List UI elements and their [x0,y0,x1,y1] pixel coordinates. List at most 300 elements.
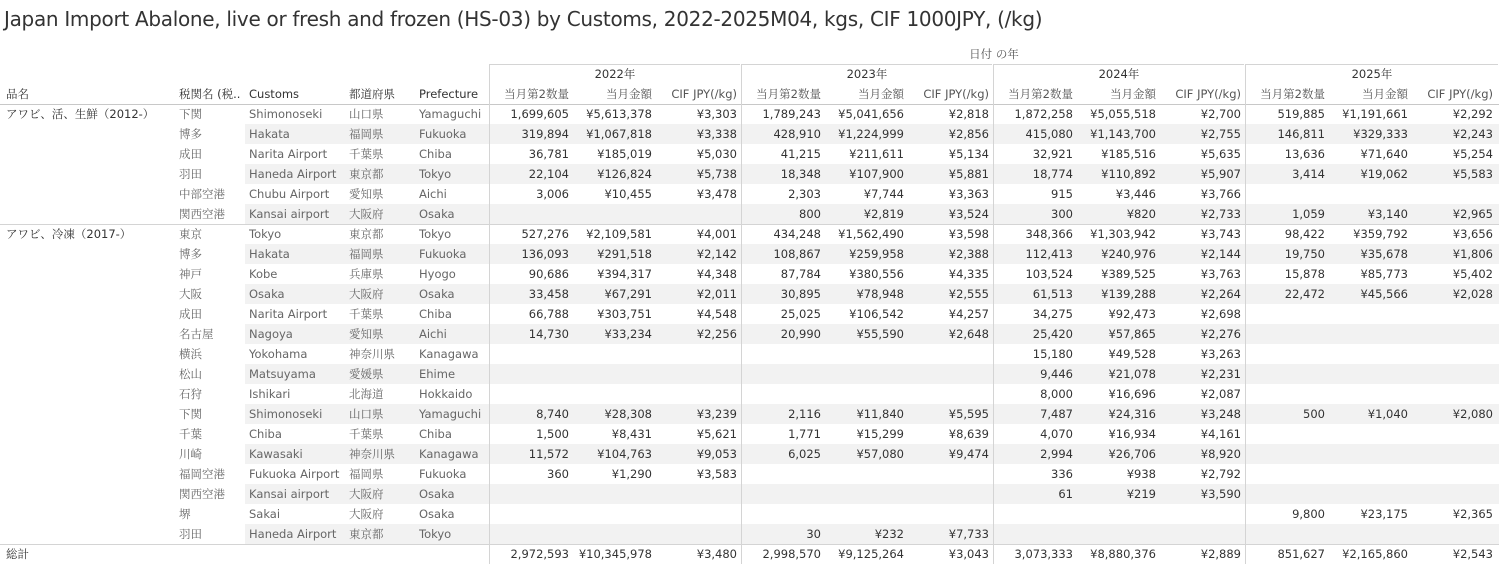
customs-jp: 横浜 [179,347,202,361]
table-cell: 66,788 [528,307,569,321]
customs-jp: 関西空港 [179,487,225,501]
table-cell: ¥2,648 [948,327,989,341]
table-cell [1324,384,1408,404]
table-cell: ¥5,583 [1452,167,1493,181]
table-cell: ¥5,595 [948,407,989,421]
table-cell [568,384,652,404]
table-cell [1241,464,1325,484]
table-cell: ¥5,635 [1200,147,1241,161]
table-cell: 108,867 [773,247,821,261]
table-cell [653,344,737,364]
total-cell: ¥8,880,376 [1090,547,1156,561]
table-cell [1157,504,1241,524]
table-cell [653,504,737,524]
prefecture-jp: 神奈川県 [349,347,395,361]
prefecture-jp: 東京都 [349,527,384,541]
total-label: 総計 [6,547,29,561]
table-cell [820,384,904,404]
prefecture-en: Hyogo [419,267,456,281]
table-cell: ¥1,290 [611,467,652,481]
table-cell: ¥5,907 [1200,167,1241,181]
table-cell: ¥3,763 [1200,267,1241,281]
table-cell [1241,444,1325,464]
table-cell: ¥394,317 [597,267,652,281]
prefecture-en: Chiba [419,427,452,441]
table-cell: ¥4,335 [948,267,989,281]
table-cell [737,504,821,524]
table-cell: 87,784 [780,267,821,281]
table-cell: ¥4,001 [696,227,737,241]
table-cell [989,524,1073,544]
table-cell: ¥35,678 [1360,247,1408,261]
table-cell [1157,524,1241,544]
customs-jp: 羽田 [179,527,202,541]
table-cell: ¥1,562,490 [838,227,904,241]
table-cell [1324,524,1408,544]
table-cell: 146,811 [1277,127,1325,141]
table-cell: ¥2,144 [1200,247,1241,261]
table-cell: ¥139,288 [1101,287,1156,301]
table-cell: ¥4,348 [696,267,737,281]
table-cell: ¥5,254 [1452,147,1493,161]
table-cell: ¥24,316 [1108,407,1156,421]
customs-en: Shimonoseki [249,407,323,421]
table-cell: 61 [1058,487,1073,501]
table-cell: 8,000 [1040,387,1073,401]
table-cell [820,464,904,484]
table-cell: 4,070 [1040,427,1073,441]
table-cell: ¥2,965 [1452,207,1493,221]
table-cell: 434,248 [773,227,821,241]
table-cell: ¥2,365 [1452,507,1493,521]
table-cell: ¥45,566 [1360,287,1408,301]
customs-jp: 堺 [179,507,191,521]
table-cell: ¥2,700 [1200,107,1241,121]
table-cell: 9,800 [1292,507,1325,521]
customs-jp: 東京 [179,227,202,241]
table-cell [820,484,904,504]
table-cell [1409,484,1493,504]
table-cell: ¥9,053 [696,447,737,461]
prefecture-en: Osaka [419,507,455,521]
prefecture-en: Chiba [419,147,452,161]
row-header: 品名 [6,87,29,101]
table-cell: ¥28,308 [604,407,652,421]
table-cell: ¥232 [874,527,904,541]
table-cell [1409,304,1493,324]
table-cell: ¥106,542 [849,307,904,321]
table-cell: 41,215 [780,147,821,161]
prefecture-jp: 大阪府 [349,207,384,221]
table-cell [1409,424,1493,444]
table-cell [568,364,652,384]
table-cell [1324,464,1408,484]
table-cell [485,344,569,364]
table-cell [820,504,904,524]
table-cell: ¥3,656 [1452,227,1493,241]
table-cell: 25,420 [1032,327,1073,341]
prefecture-jp: 山口県 [349,407,384,421]
table-cell: ¥92,473 [1108,307,1156,321]
measure-header: 当月第2数量 [1260,87,1325,101]
customs-en: Haneda Airport [249,167,337,181]
customs-en: Kawasaki [249,447,303,461]
table-cell: ¥2,292 [1452,107,1493,121]
prefecture-jp: 福岡県 [349,467,384,481]
measure-header: CIF JPY(/kg) [1175,87,1241,101]
table-cell: ¥57,865 [1108,327,1156,341]
customs-en: Hakata [249,127,290,141]
table-cell: 103,524 [1025,267,1073,281]
table-cell [653,204,737,224]
table-cell: ¥2,276 [1200,327,1241,341]
table-cell [737,384,821,404]
prefecture-en: Yamaguchi [419,407,482,421]
table-cell: 34,275 [1032,307,1073,321]
table-cell: 1,500 [536,427,569,441]
table-cell: ¥389,525 [1101,267,1156,281]
total-cell: 2,998,570 [762,547,821,561]
customs-jp: 千葉 [179,427,202,441]
prefecture-jp: 東京都 [349,167,384,181]
table-cell: ¥2,142 [696,247,737,261]
prefecture-en: Osaka [419,207,455,221]
total-cell: 3,073,333 [1014,547,1073,561]
table-cell [1324,304,1408,324]
table-cell: ¥85,773 [1360,267,1408,281]
table-cell: ¥71,640 [1360,147,1408,161]
customs-en: Sakai [249,507,281,521]
customs-jp: 下関 [179,407,202,421]
customs-en: Kobe [249,267,278,281]
table-cell: 360 [547,467,569,481]
table-cell [653,384,737,404]
customs-jp: 松山 [179,367,202,381]
table-cell: 18,774 [1032,167,1073,181]
table-cell: ¥1,040 [1367,407,1408,421]
prefecture-jp: 愛知県 [349,187,384,201]
total-cell: 851,627 [1277,547,1325,561]
table-cell: ¥211,611 [849,147,904,161]
prefecture-en: Fukuoka [419,467,467,481]
customs-en: Kansai airport [249,487,330,501]
table-cell: 3,414 [1292,167,1325,181]
total-cell: ¥2,543 [1452,547,1493,561]
customs-jp: 名古屋 [179,327,214,341]
total-cell: ¥10,345,978 [578,547,652,561]
prefecture-jp: 千葉県 [349,307,384,321]
table-cell [568,204,652,224]
prefecture-jp: 神奈川県 [349,447,395,461]
table-cell: 1,771 [788,427,821,441]
customs-jp: 中部空港 [179,187,225,201]
table-cell: 112,413 [1025,247,1073,261]
table-cell: ¥2,818 [948,107,989,121]
table-cell [989,504,1073,524]
prefecture-jp: 山口県 [349,107,384,121]
customs-jp: 下関 [179,107,202,121]
customs-en: Tokyo [249,227,282,241]
table-cell: ¥78,948 [856,287,904,301]
table-cell [905,384,989,404]
table-cell: ¥3,140 [1367,207,1408,221]
table-cell [485,504,569,524]
table-cell: ¥10,455 [604,187,652,201]
table-cell: ¥67,291 [604,287,652,301]
table-cell: ¥2,080 [1452,407,1493,421]
table-cell: 1,059 [1292,207,1325,221]
table-cell: 527,276 [521,227,569,241]
table-cell [1241,184,1325,204]
table-cell: 8,740 [536,407,569,421]
customs-en: Hakata [249,247,290,261]
table-cell: 1,872,258 [1014,107,1073,121]
customs-en: Yokohama [249,347,308,361]
prefecture-en: Tokyo [419,167,452,181]
table-cell [1241,484,1325,504]
customs-jp: 神戸 [179,267,202,281]
prefecture-jp: 大阪府 [349,287,384,301]
table-cell [485,484,569,504]
customs-en: Osaka [249,287,285,301]
table-cell: ¥1,067,818 [586,127,652,141]
table-cell: ¥55,590 [856,327,904,341]
table-cell [1324,344,1408,364]
table-cell: 500 [1303,407,1325,421]
table-cell: ¥5,055,518 [1090,107,1156,121]
table-cell: 13,636 [1284,147,1325,161]
table-cell: 1,699,605 [510,107,569,121]
prefecture-en: Aichi [419,327,447,341]
table-cell: 30,895 [780,287,821,301]
table-cell: ¥4,257 [948,307,989,321]
table-cell [820,344,904,364]
table-cell [1409,184,1493,204]
prefecture-en: Fukuoka [419,247,467,261]
table-cell: ¥15,299 [856,427,904,441]
table-cell [653,364,737,384]
table-cell: ¥11,840 [856,407,904,421]
table-cell [485,204,569,224]
total-cell: ¥3,480 [696,547,737,561]
table-cell [1324,324,1408,344]
year-header: 2022年 [594,67,636,81]
prefecture-jp: 東京都 [349,227,384,241]
table-cell: ¥3,743 [1200,227,1241,241]
table-cell: 136,093 [521,247,569,261]
prefecture-en: Kanagawa [419,447,479,461]
table-cell: ¥4,161 [1200,427,1241,441]
table-cell: ¥820 [1126,207,1156,221]
table-cell: 19,750 [1284,247,1325,261]
prefecture-jp: 愛媛県 [349,367,384,381]
table-cell: ¥2,256 [696,327,737,341]
table-cell: ¥3,598 [948,227,989,241]
table-cell: ¥5,402 [1452,267,1493,281]
column-group-label: 日付 の年 [969,47,1019,61]
table-cell: 11,572 [528,447,569,461]
table-cell: ¥2,243 [1452,127,1493,141]
table-cell: ¥185,019 [597,147,652,161]
prefecture-jp: 大阪府 [349,487,384,501]
table-cell: 300 [1051,207,1073,221]
table-cell: ¥7,744 [863,187,904,201]
table-cell [905,344,989,364]
table-cell: ¥291,518 [597,247,652,261]
table-cell: ¥7,733 [948,527,989,541]
table-cell: ¥2,011 [696,287,737,301]
table-cell: ¥57,080 [856,447,904,461]
table-cell: ¥3,583 [696,467,737,481]
prefecture-jp: 愛知県 [349,327,384,341]
row-header: Customs [249,87,300,101]
table-cell: ¥938 [1126,467,1156,481]
customs-jp: 大阪 [179,287,202,301]
customs-jp: 福岡空港 [179,467,225,481]
table-cell: ¥2,733 [1200,207,1241,221]
prefecture-en: Tokyo [419,227,452,241]
table-cell: ¥4,548 [696,307,737,321]
table-cell: 6,025 [788,447,821,461]
table-cell: 519,885 [1277,107,1325,121]
table-cell: 15,878 [1284,267,1325,281]
table-cell: 61,513 [1032,287,1073,301]
table-cell: ¥5,134 [948,147,989,161]
table-cell [1241,364,1325,384]
customs-en: Chiba [249,427,282,441]
measure-header: 当月第2数量 [756,87,821,101]
customs-en: Shimonoseki [249,107,323,121]
customs-en: Fukuoka Airport [249,467,340,481]
customs-jp: 川崎 [179,447,202,461]
table-cell: 2,303 [788,187,821,201]
table-cell: ¥5,041,656 [838,107,904,121]
table-cell: ¥2,109,581 [586,227,652,241]
measure-header: CIF JPY(/kg) [923,87,989,101]
table-cell: 800 [799,207,821,221]
prefecture-jp: 千葉県 [349,147,384,161]
table-cell: ¥303,751 [597,307,652,321]
table-cell [1241,324,1325,344]
table-cell [1324,424,1408,444]
table-cell: ¥5,738 [696,167,737,181]
table-cell: ¥380,556 [849,267,904,281]
table-cell [737,484,821,504]
page-title: Japan Import Abalone, live or fresh and frozen (HS-03) by Customs, 2022-2025M04, kgs, CIF 1000JPY, (/kg) [4,7,1043,31]
table-cell: ¥185,516 [1101,147,1156,161]
table-cell [1409,344,1493,364]
table-cell: ¥8,920 [1200,447,1241,461]
table-cell: ¥16,934 [1108,427,1156,441]
customs-jp: 成田 [179,307,202,321]
prefecture-jp: 千葉県 [349,427,384,441]
prefecture-en: Fukuoka [419,127,467,141]
prefecture-en: Kanagawa [419,347,479,361]
table-cell [485,384,569,404]
table-cell: 7,487 [1040,407,1073,421]
table-cell: ¥126,824 [597,167,652,181]
table-cell: ¥23,175 [1360,507,1408,521]
table-cell [1324,444,1408,464]
measure-header: 当月第2数量 [504,87,569,101]
table-cell: 32,921 [1032,147,1073,161]
table-cell: ¥3,303 [696,107,737,121]
table-cell: 2,994 [1040,447,1073,461]
table-cell [1409,384,1493,404]
customs-en: Ishikari [249,387,291,401]
table-cell [1409,464,1493,484]
table-cell: ¥5,030 [696,147,737,161]
table-cell: ¥2,555 [948,287,989,301]
measure-header: 当月金額 [858,87,904,101]
table-cell: ¥3,446 [1115,187,1156,201]
table-cell [905,364,989,384]
customs-jp: 成田 [179,147,202,161]
table-cell [1324,364,1408,384]
prefecture-en: Tokyo [419,527,452,541]
table-cell: 415,080 [1025,127,1073,141]
table-cell: 319,894 [521,127,569,141]
table-cell: ¥26,706 [1108,447,1156,461]
table-cell: 9,446 [1040,367,1073,381]
table-cell [1072,524,1156,544]
table-cell [1324,184,1408,204]
table-cell: 18,348 [780,167,821,181]
table-cell [653,524,737,544]
prefecture-jp: 北海道 [349,387,384,401]
table-cell [737,344,821,364]
table-cell: ¥259,958 [849,247,904,261]
year-header: 2025年 [1351,67,1393,81]
prefecture-en: Hokkaido [419,387,473,401]
customs-jp: 博多 [179,127,202,141]
total-cell: ¥9,125,264 [838,547,904,561]
measure-header: CIF JPY(/kg) [1427,87,1493,101]
table-cell: ¥2,231 [1200,367,1241,381]
table-cell: 915 [1051,187,1073,201]
table-cell [1409,524,1493,544]
customs-en: Kansai airport [249,207,330,221]
table-cell: 98,422 [1284,227,1325,241]
table-cell: ¥9,474 [948,447,989,461]
table-cell: ¥3,478 [696,187,737,201]
table-cell: ¥3,590 [1200,487,1241,501]
table-cell [1241,524,1325,544]
measure-header: CIF JPY(/kg) [671,87,737,101]
total-cell: 2,972,593 [510,547,569,561]
table-cell: ¥3,239 [696,407,737,421]
table-cell [1072,504,1156,524]
customs-en: Narita Airport [249,147,328,161]
year-header: 2023年 [846,67,888,81]
customs-en: Haneda Airport [249,527,337,541]
prefecture-en: Ehime [419,367,456,381]
prefecture-jp: 福岡県 [349,247,384,261]
table-cell: ¥219 [1126,487,1156,501]
table-cell [485,524,569,544]
prefecture-en: Osaka [419,487,455,501]
customs-en: Narita Airport [249,307,328,321]
table-cell: ¥329,333 [1353,127,1408,141]
table-cell: ¥3,248 [1200,407,1241,421]
table-cell: ¥2,792 [1200,467,1241,481]
prefecture-jp: 兵庫県 [349,267,384,281]
table-cell [653,484,737,504]
table-cell: ¥2,388 [948,247,989,261]
table-cell: ¥1,806 [1452,247,1493,261]
table-cell: ¥8,639 [948,427,989,441]
table-cell: ¥107,900 [849,167,904,181]
